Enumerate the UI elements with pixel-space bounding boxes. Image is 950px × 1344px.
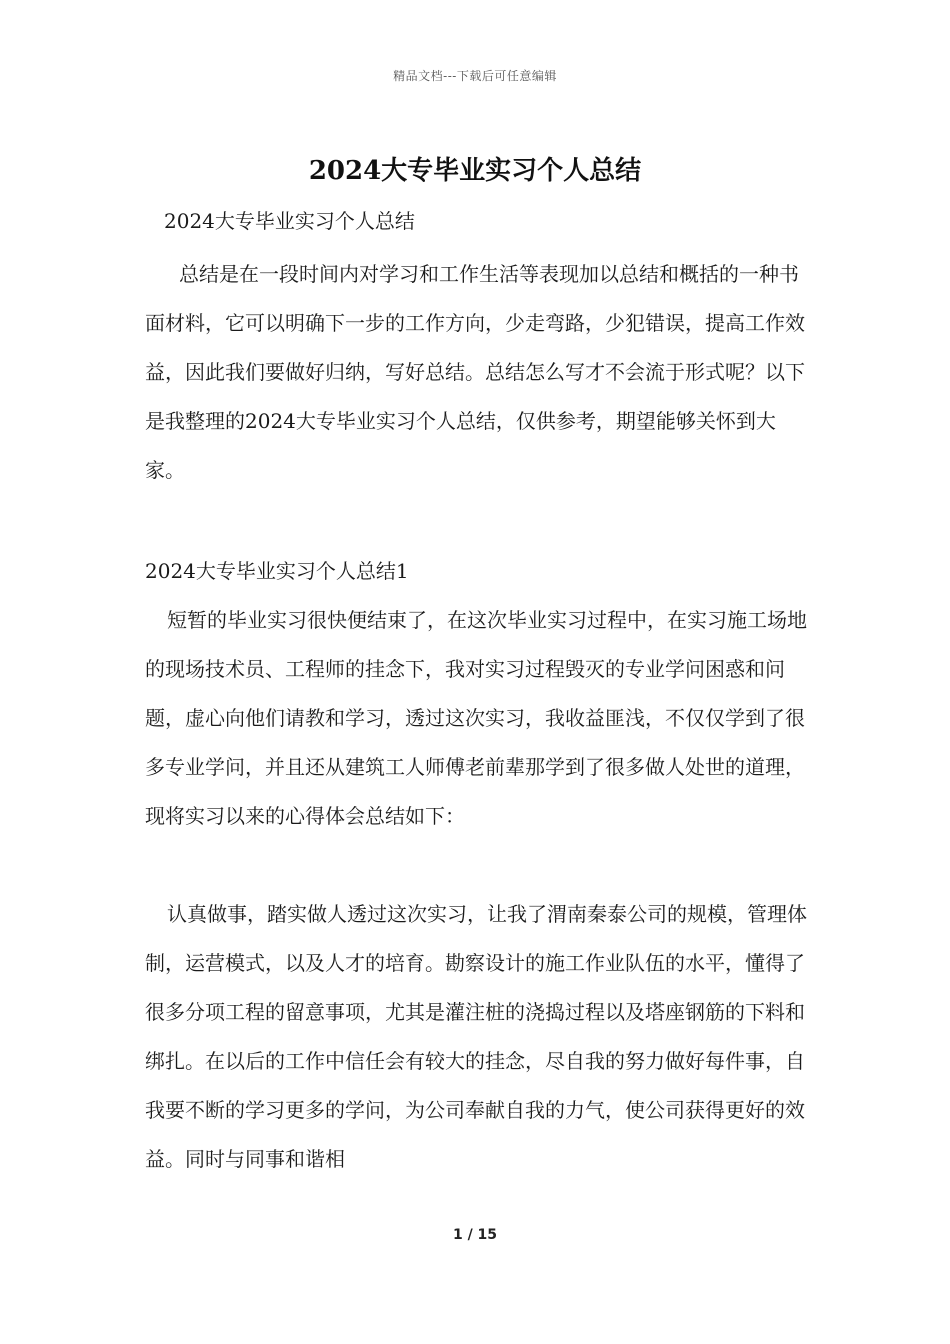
page-number: 1 / 15 [452, 1227, 498, 1243]
body-paragraph-1: 短暂的毕业实习很快便结束了，在这次毕业实习过程中，在实习施工场地的现场技术员、工程师的挂念下，我对实习过程毁灭的专业学问困惑和问题，虚心向他们请教和学习，透过这次实习，我收益匪浅，不仅仅学到了很多专业学问，并且还从建筑工人师傅老前辈那学到了很多做人处世的道理，现将实习以来的心得体会总结如下： [145, 608, 807, 828]
header-note: 精品文档---下载后可任意编辑 [393, 69, 557, 83]
section-heading: 2024大专毕业实习个人总结1 [145, 559, 409, 583]
intro-paragraph: 总结是在一段时间内对学习和工作生活等表现加以总结和概括的一种书面材料，它可以明确下一步的工作方向，少走弯路，少犯错误，提高工作效益，因此我们要做好归纳，写好总结。总结怎么写才不会流于形式呢？以下是我整理的2024大专毕业实习个人总结，仅供参考，期望能够关怀到大家。 [145, 262, 805, 482]
body-paragraph-2: 认真做事，踏实做人透过这次实习，让我了渭南秦泰公司的规模，管理体制，运营模式，以及人才的培育。勘察设计的施工作业队伍的水平，懂得了很多分项工程的留意事项，尤其是灌注桩的浇捣过程以及塔座钢筋的下料和绑扎。在以后的工作中信任会有较大的挂念，尽自我的努力做好每件事，自我要不断的学习更多的学问，为公司奉献自我的力气，使公司获得更好的效益。同时与同事和谐相 [145, 902, 807, 1171]
document-subtitle: 2024大专毕业实习个人总结 [164, 209, 415, 233]
document-title: 2024大专毕业实习个人总结 [308, 156, 642, 186]
